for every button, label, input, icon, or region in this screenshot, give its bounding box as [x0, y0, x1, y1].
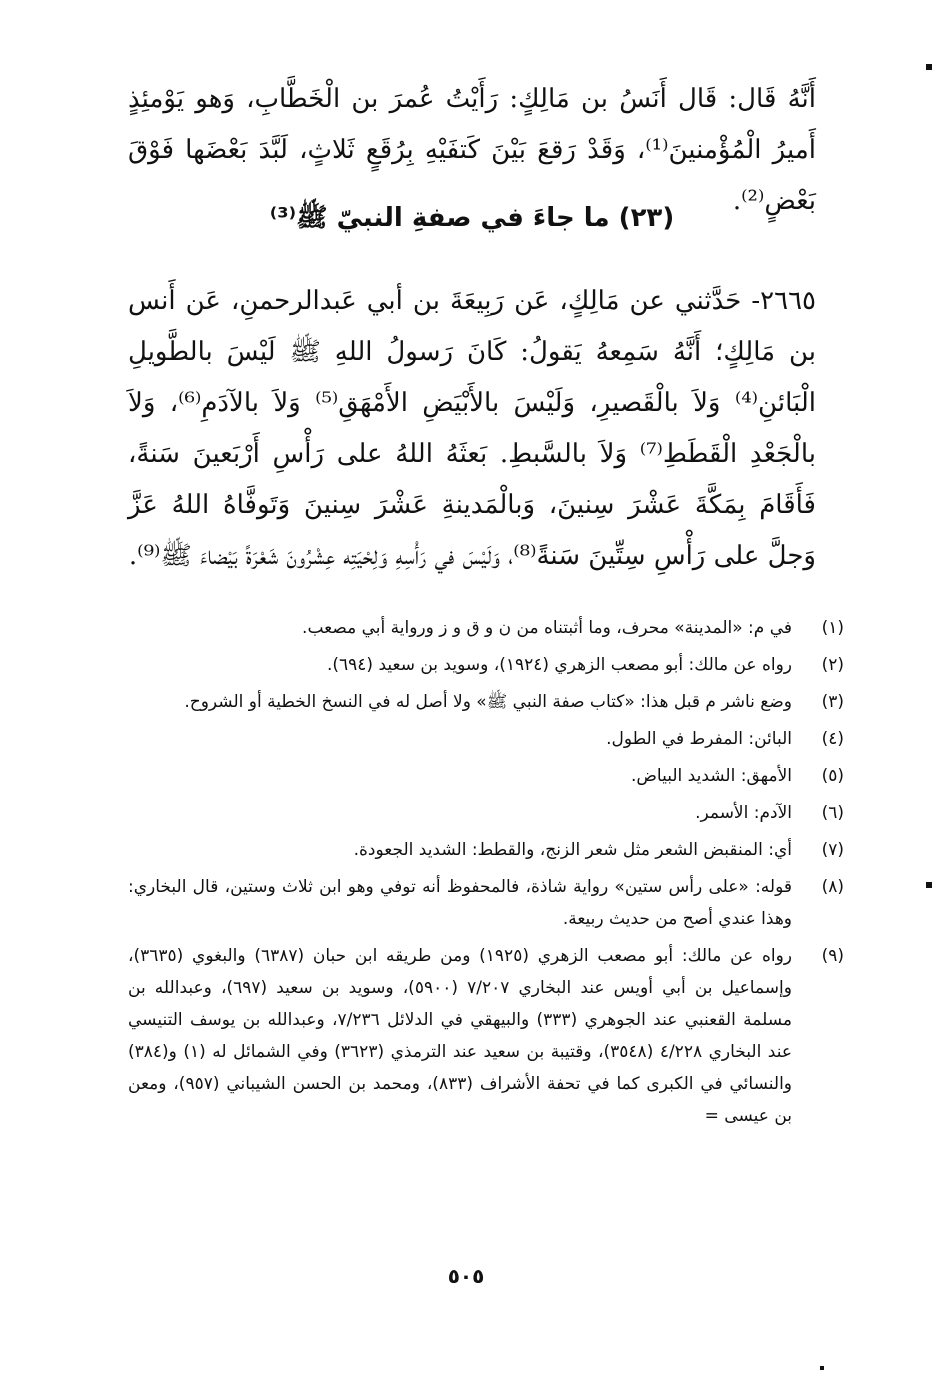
footnote-number: (٥) [821, 766, 844, 786]
footnote-number: (٢) [821, 655, 844, 675]
footnote-text: رواه عن مالك: أبو مصعب الزهري (١٩٢٥) ومن طريقه ابن حبان (٦٣٨٧) والبغوي (٣٦٣٥)، وإسماعيل بن أبي أويس عند البخاري ٧/٢٠٧ (٥٩٠٠)، وسويد بن سعيد (٦٩٧)، وعبدالله بن مسلمة القعنبي عند الجوهري (٣٣٣) والبيهقي في الدلائل ٧/٢٣٦، وعبدالله بن يوسف التنيسي عند البخاري ٤/٢٢٨ (٣٥٤٨)، وقتيبة بن سعيد عند الترمذي (٣٦٢٣) وفي الشمائل له (١) و(٣٨٤) والنسائي في الكبرى كما في تحفة الأشراف (٨٣٣)، ومحمد بن الحسن الشيباني (٩٥٧)، ومعن بن عيسى = [128, 946, 793, 1126]
footnote [128, 940, 844, 1132]
chapter-heading: (٢٣) ما جاءَ في صفةِ النبيّ ﷺ⁽³⁾ [269, 203, 675, 233]
margin-mark [820, 1366, 824, 1370]
footnote-number: (٤) [821, 729, 844, 749]
footnote-number: (٨) [821, 877, 844, 897]
hadith-paragraph: ٢٦٦٥- حَدَّثني عن مَالِكٍ، عَن رَبِيعَةَ بن أبي عَبدالرحمنِ، عَن أَنس بن مَالِكٍ؛ أَنَّهُ سَمِعهُ يَقولُ: كَانَ رَسولُ اللهِ ﷺ لَيْسَ بالطَّويلِ الْبَائنِ⁽⁴⁾ وَلاَ بالْقَصيرِ، وَلَيْسَ بالأَبْيَضِ الأَمْهَقِ⁽⁵⁾ وَلاَ بالآدَمِ⁽⁶⁾، وَلاَ بالْجَعْدِ الْقَطَطِ⁽⁷⁾ وَلاَ بالسَّبطِ. بَعثَهُ اللهُ على رَأْسِ أَرْبَعينَ سَنةً، فَأَقَامَ بِمَكَّةَ عَشْرَ سِنينَ، وَبالْمَدينةِ عَشْرَ سِنينَ وَتَوفَّاهُ اللهُ عَزَّ وَجلَّ على رَأْسِ سِتِّينَ سَنةً⁽⁸⁾، وَلَيْسَ في رَأْسِهِ وَلِحْيَتِه عِشْرُونَ شَعْرَةً بَيْضاءَ ﷺ⁽⁹⁾. [128, 286, 816, 571]
footnote-text: وضع ناشر م قبل هذا: «كتاب صفة النبي ﷺ» ولا أصل له في النسخ الخطية أو الشروح. [184, 692, 792, 712]
footnote-text: قوله: «على رأس ستين» رواية شاذة، فالمحفوظ أنه توفي وهو ابن ثلاث وستين، قال البخاري: وهذا عندي أصح من حديث ربيعة. [128, 877, 792, 929]
footnote-number: (٩) [821, 946, 844, 966]
paragraph-top: أَنَّهُ قَال: قَال أَنَسُ بن مَالِكٍ: رَأَيْتُ عُمرَ بن الْخَطَّابِ، وَهو يَوْمئِذٍ أَميرُ الْمُؤْمنينَ⁽¹⁾، وَقَدْ رَقعَ بَيْنَ كَتفَيْهِ بِرُقَعٍ ثَلاثٍ، لَبَّدَ بَعْضَها فَوْقَ بَعْضٍ⁽²⁾. [128, 84, 816, 216]
footnote-number: (٦) [821, 803, 844, 823]
footnote-text: البائن: المفرط في الطول. [606, 729, 792, 749]
footnote-number: (٣) [821, 692, 844, 712]
margin-mark [926, 64, 932, 70]
footnote [128, 797, 844, 829]
footnote-text: رواه عن مالك: أبو مصعب الزهري (١٩٢٤)، وسويد بن سعيد (٦٩٤). [326, 655, 792, 675]
footnote-text: الآدم: الأسمر. [695, 803, 792, 823]
page-number: ٥٠٥ [447, 1264, 485, 1288]
footnote-number: (٧) [821, 840, 844, 860]
footnote-text: أي: المنقبض الشعر مثل شعر الزنج، والقطط: الشديد الجعودة. [353, 840, 792, 860]
footnote [128, 649, 844, 681]
footnote [128, 760, 844, 792]
footnote [128, 612, 844, 644]
footnote [128, 686, 844, 718]
footnote [128, 871, 844, 935]
footnotes [128, 612, 844, 1137]
footnote-text: في م: «المدينة» محرف، وما أثبتناه من ن و ق و ز ورواية أبي مصعب. [302, 618, 792, 638]
margin-mark [926, 882, 932, 888]
footnote [128, 834, 844, 866]
footnote-text: الأمهق: الشديد البياض. [630, 766, 792, 786]
footnote-number: (١) [821, 618, 844, 638]
footnote [128, 723, 844, 755]
